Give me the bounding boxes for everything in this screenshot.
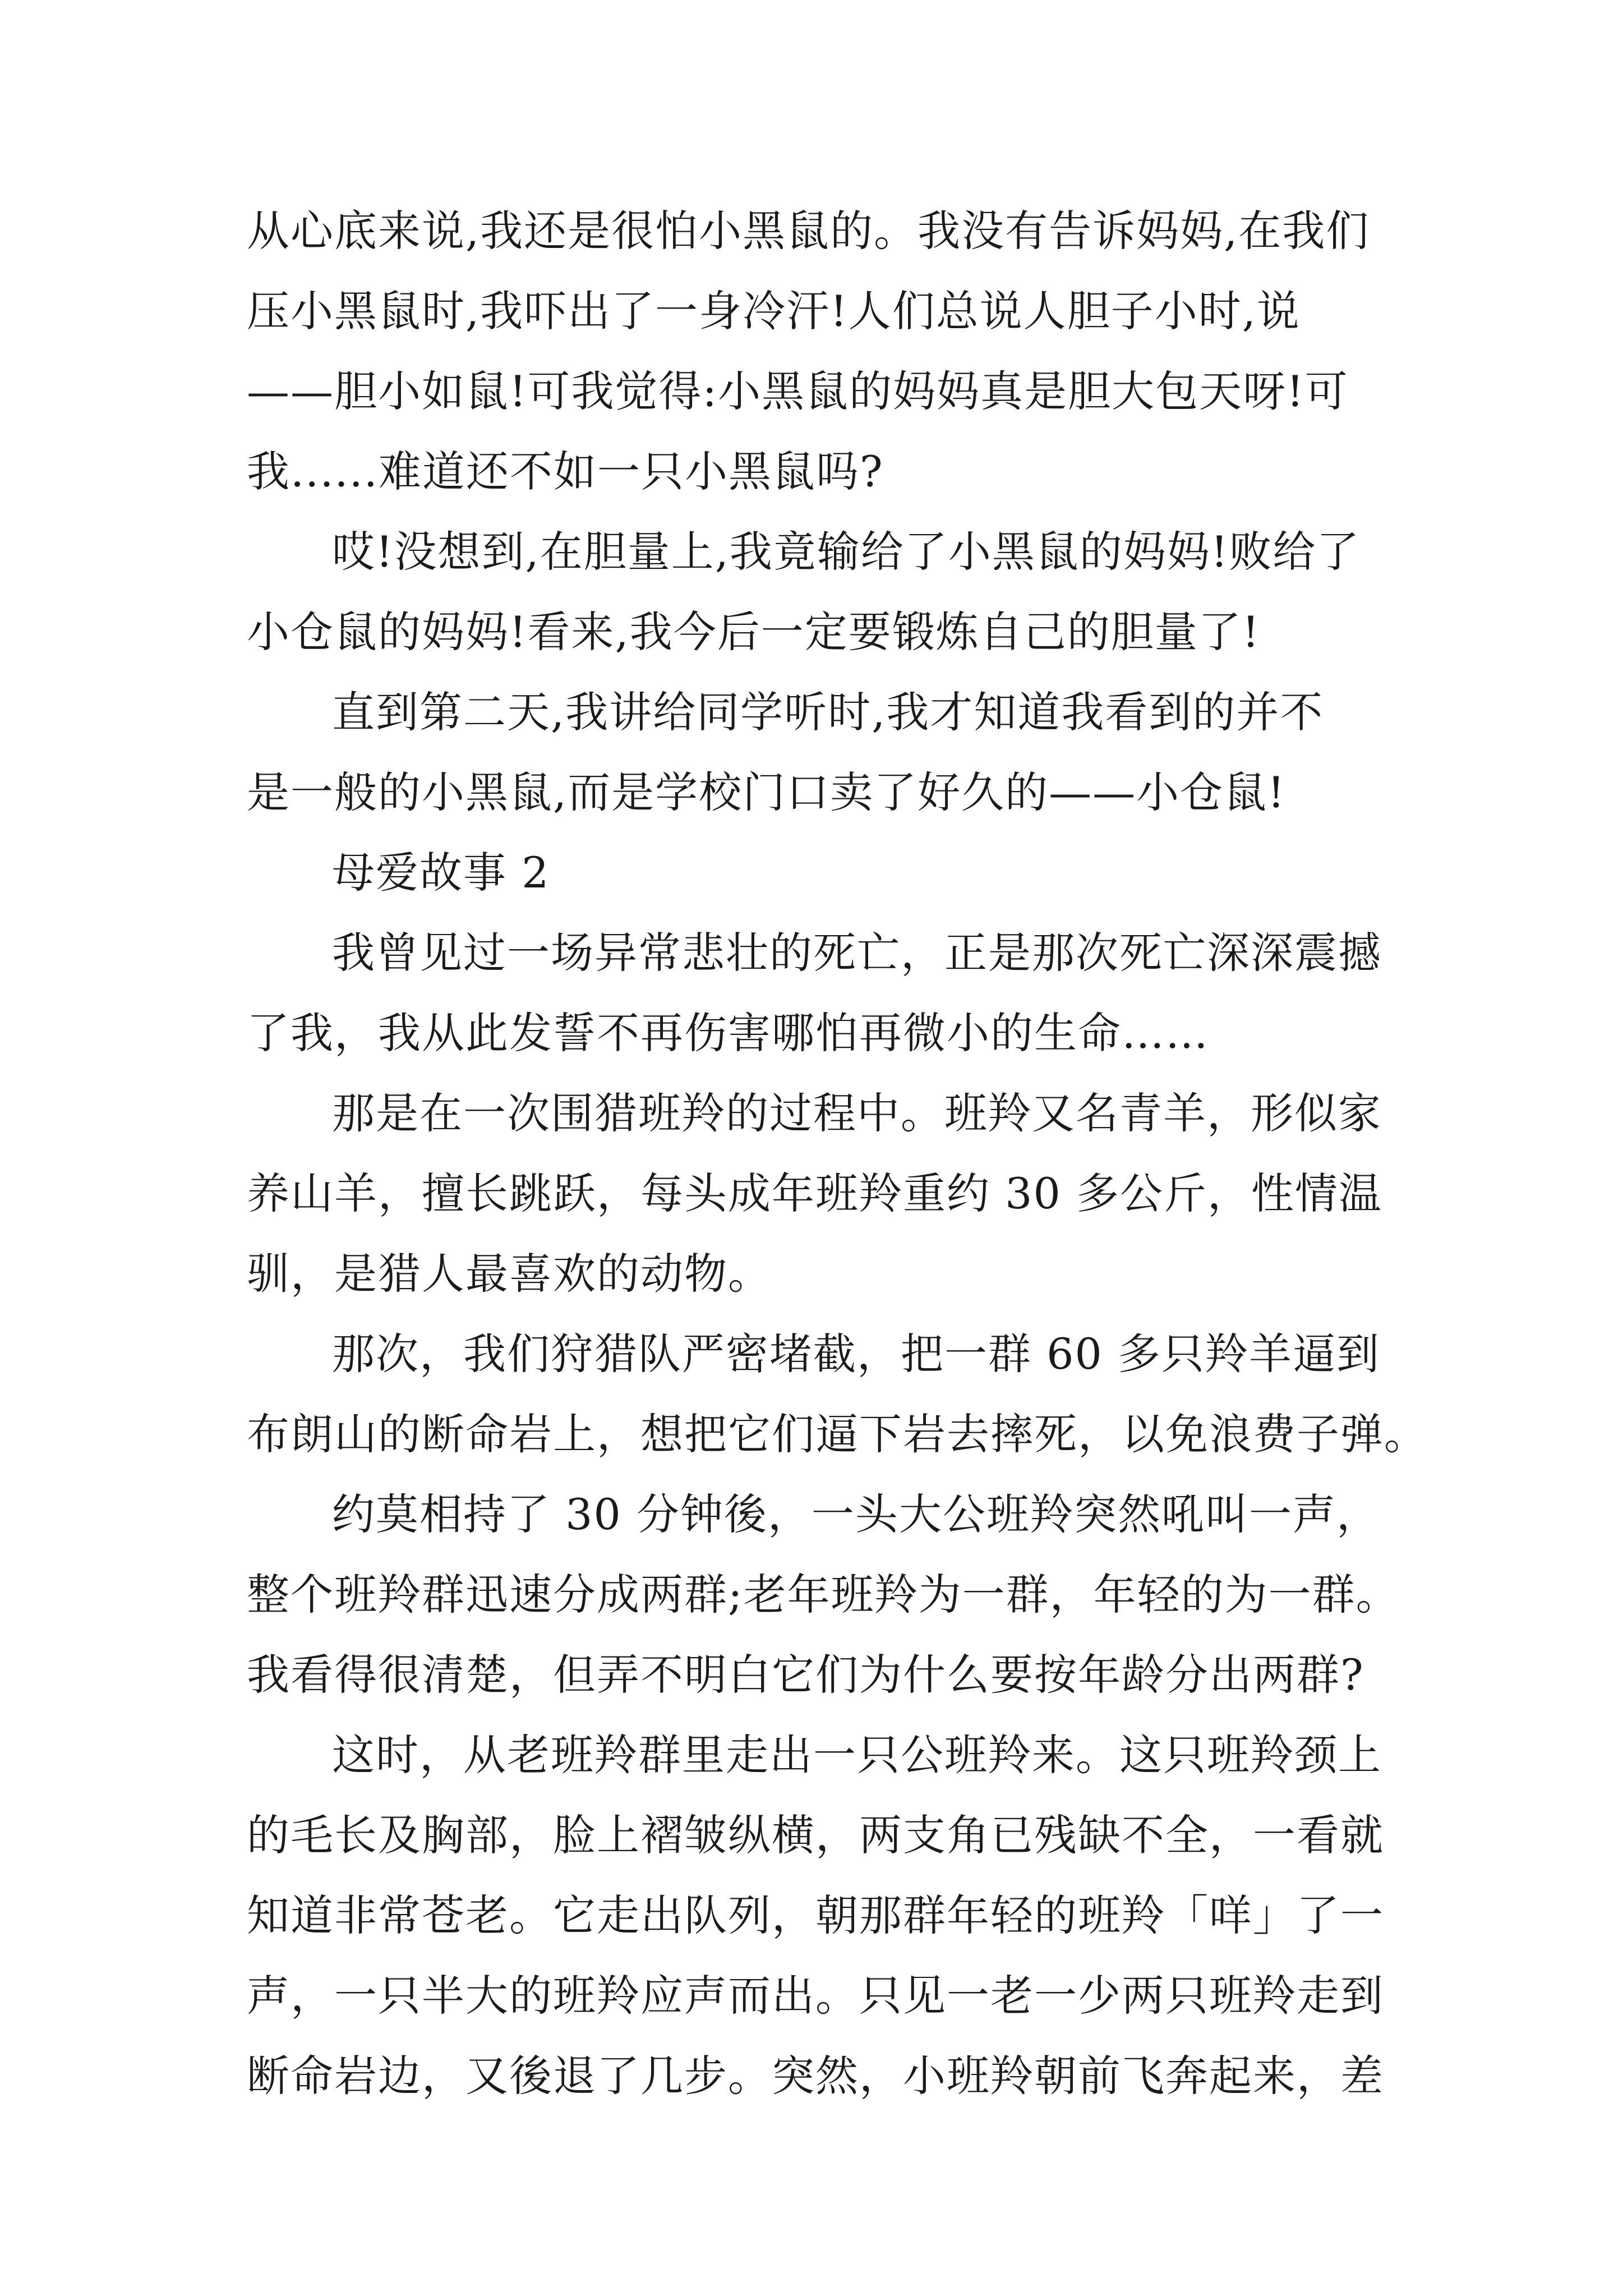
text-line: 养山羊，擅长跳跃，每头成年班羚重约 30 多公斤，性情温 [247,1168,1383,1218]
text-line: ——胆小如鼠!可我觉得:小黑鼠的妈妈真是胆大包天呀!可 [247,366,1349,416]
text-line: 那是在一次围猎班羚的过程中。班羚又名青羊，形似家 [332,1088,1382,1138]
text-line: 直到第二天,我讲给同学听时,我才知道我看到的并不 [332,687,1324,737]
text-line: 的毛长及胸部，脸上褶皱纵横，两支角已残缺不全，一看就 [247,1810,1384,1860]
text-line: 声，一只半大的班羚应声而出。只见一老一少两只班羚走到 [247,1971,1384,2021]
text-line: 驯，是猎人最喜欢的动物。 [247,1249,772,1299]
text-line: 我看得很清楚，但弄不明白它们为什么要按年龄分出两群? [247,1650,1364,1700]
text-line: 这时，从老班羚群里走出一只公班羚来。这只班羚颈上 [332,1730,1382,1780]
text-line: 压小黑鼠时,我吓出了一身冷汗!人们总说人胆子小时,说 [247,286,1301,336]
text-line: 我曾见过一场异常悲壮的死亡，正是那次死亡深深震撼 [332,928,1382,978]
text-line: 约莫相持了 30 分钟後，一头大公班羚突然吼叫一声， [332,1489,1381,1539]
body-text [247,191,1428,2116]
text-line: 是一般的小黑鼠,而是学校门口卖了好久的——小仓鼠! [247,767,1286,817]
text-line: 了我，我从此发誓不再伤害哪怕再微小的生命…… [247,1008,1209,1058]
text-line: 我......难道还不如一只小黑鼠吗? [247,447,884,496]
text-line: 知道非常苍老。它走出队列，朝那群年轻的班羚「咩」了一 [247,1890,1384,1940]
text-line: 小仓鼠的妈妈!看来,我今后一定要锻炼自己的胆量了! [247,607,1261,657]
text-line: 从心底来说,我还是很怕小黑鼠的。我没有告诉妈妈,在我们 [247,206,1370,256]
text-line: 布朗山的断命岩上，想把它们逼下岩去摔死，以免浪费子弹。 [247,1409,1428,1459]
section-heading: 母爱故事 2 [332,848,550,898]
text-line: 断命岩边，又後退了几步。突然，小班羚朝前飞奔起来，差 [247,2051,1384,2101]
text-line: 整个班羚群迅速分成两群;老年班羚为一群，年轻的为一群。 [247,1570,1400,1619]
text-line: 哎!没想到,在胆量上,我竟输给了小黑鼠的妈妈!败给了 [332,527,1361,577]
text-line: 那次，我们狩猎队严密堵截，把一群 60 多只羚羊逼到 [332,1329,1381,1379]
